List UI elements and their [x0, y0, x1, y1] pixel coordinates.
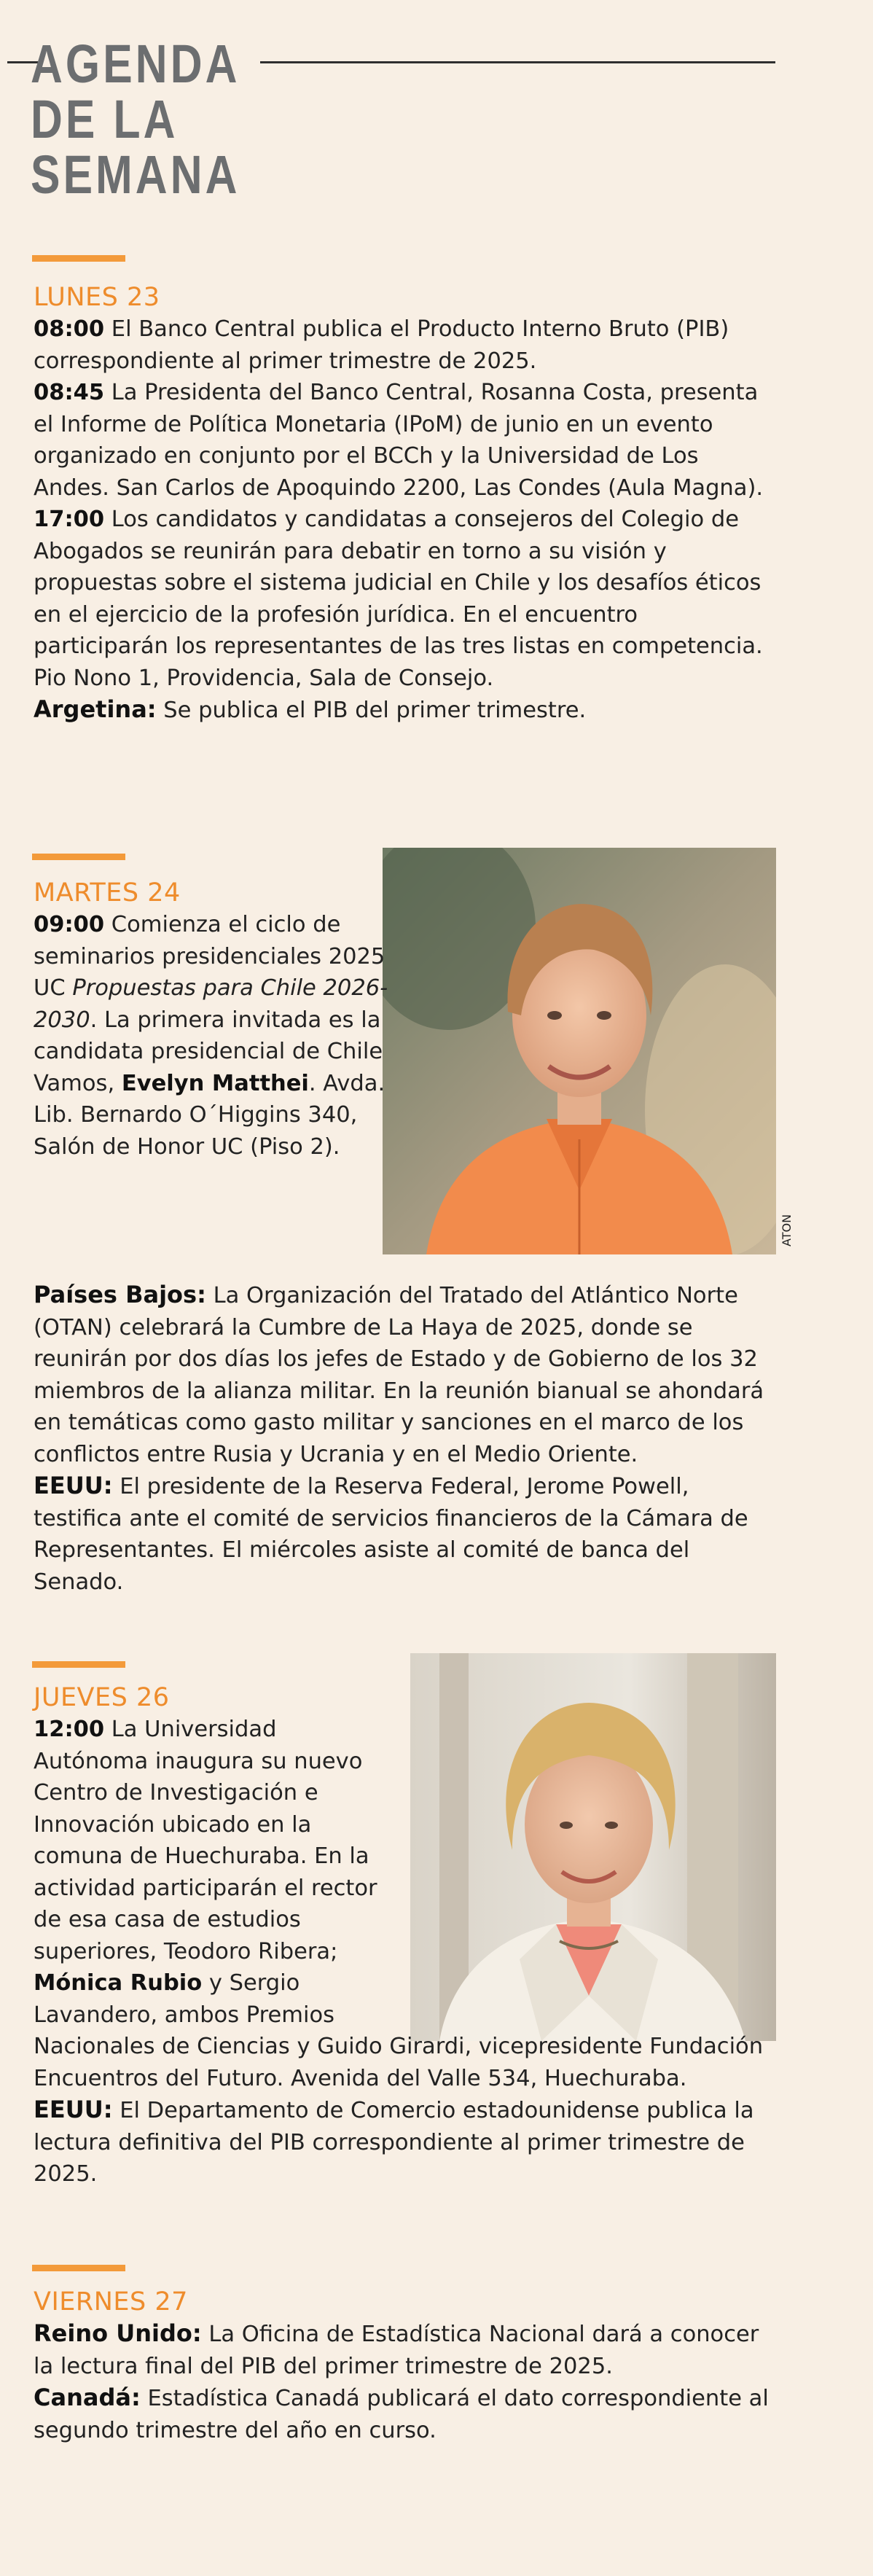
day-section-jueves	[34, 1714, 777, 2190]
event-country: EEUU:	[34, 1472, 113, 1499]
event-jueves-2	[34, 2094, 777, 2190]
day-heading-martes: MARTES 24	[34, 878, 181, 908]
event-martes-2	[34, 1279, 777, 1470]
event-text: Estadística Canadá publicará el dato correspondiente al segundo trimestre del año en curso.	[34, 2386, 769, 2443]
event-country: Reino Unido:	[34, 2319, 202, 2347]
day-section-martes-top	[34, 909, 398, 1163]
day-rule-lunes	[32, 255, 125, 262]
day-section-martes-bottom	[34, 1279, 777, 1598]
event-lunes-3	[34, 504, 777, 694]
page-title	[31, 36, 240, 203]
event-jueves-1	[34, 1714, 777, 2094]
day-rule-martes	[32, 854, 125, 860]
photo-evelyn-matthei	[383, 848, 776, 1254]
portrait-image	[383, 848, 776, 1254]
event-text: . Avda. Lib. Bernardo O´Higgins 340, Salón de Honor UC (Piso 2).	[34, 1070, 385, 1160]
day-rule-jueves	[32, 1661, 125, 1668]
photo-credit: ATON	[780, 1214, 794, 1246]
event-text: y Sergio Lavandero, ambos Premios Nacionales de Ciencias y Guido Girardi, vicepresidente Fundación Encuentros del Futuro. Avenida del Valle 534, Huechuraba.	[34, 1970, 764, 2091]
title-line-3: SEMANA	[31, 144, 240, 205]
photo-spacer	[398, 1714, 777, 2005]
person-name: Mónica Rubio	[34, 1970, 203, 1996]
title-rule-right	[260, 61, 775, 63]
event-country: Canadá:	[34, 2384, 141, 2411]
event-lunes-1	[34, 313, 777, 377]
event-time: 12:00	[34, 1717, 105, 1742]
event-text: El Departamento de Comercio estadounidense publica la lectura definitiva del PIB correspondiente al primer trimestre de 2025.	[34, 2098, 754, 2187]
event-lunes-4	[34, 694, 777, 727]
event-text: La Organización del Tratado del Atlántico Norte (OTAN) celebrará la Cumbre de La Haya de 2025, donde se reunirán por dos días los jefes de Estado y de Gobierno de los 32 miembros de la alianza militar. En la reunión bianual se ahondará en temáticas como gasto militar y sanciones en el marco de los conflictos entre Rusia y Ucrania y en el Medio Oriente.	[34, 1283, 764, 1467]
event-text: La Universidad Autónoma inaugura su nuevo Centro de Investigación e Innovación ubicado en la comuna de Huechuraba. En la actividad participarán el rector de esa casa de estudios superiores, Teodoro Ribera;	[34, 1717, 377, 1964]
event-country: Países Bajos:	[34, 1281, 206, 1308]
day-heading-lunes: LUNES 23	[34, 283, 160, 312]
event-lunes-2	[34, 377, 777, 504]
event-time: 08:00	[34, 316, 105, 342]
event-text: . La primera invitada es la candidata presidencial de Chile Vamos,	[34, 1007, 383, 1096]
event-text: El presidente de la Reserva Federal, Jerome Powell, testifica ante el comité de servicios financieros de la Cámara de Representantes. El miércoles asiste al comité de banca del Senado.	[34, 1474, 748, 1595]
event-time: 17:00	[34, 507, 105, 532]
event-time: 09:00	[34, 912, 105, 937]
event-martes-1	[34, 909, 398, 1163]
event-text: La Oficina de Estadística Nacional dará a conocer la lectura final del PIB del primer trimestre de 2025.	[34, 2322, 759, 2379]
event-text: Los candidatos y candidatas a consejeros del Colegio de Abogados se reunirán para debatir en torno a su visión y propuestas sobre el sistema judicial en Chile y los desafíos éticos en el ejercicio de la profesión jurídica. En el encuentro participarán los representantes de las tres listas en competencia. Pio Nono 1, Providencia, Sala de Consejo.	[34, 507, 763, 691]
event-viernes-2	[34, 2382, 777, 2446]
event-text: Comienza el ciclo de seminarios presidenciales 2025 UC	[34, 912, 385, 1001]
day-heading-jueves: JUEVES 26	[34, 1683, 170, 1712]
event-text: El Banco Central publica el Producto Interno Bruto (PIB) correspondiente al primer trimestre de 2025.	[34, 316, 729, 374]
event-martes-3	[34, 1470, 777, 1598]
day-heading-viernes: VIERNES 27	[34, 2287, 188, 2317]
event-italic: Propuestas para Chile 2026-2030	[34, 975, 388, 1033]
event-viernes-1	[34, 2318, 777, 2382]
event-country: Argetina:	[34, 695, 157, 723]
event-text: La Presidenta del Banco Central, Rosanna Costa, presenta el Informe de Política Monetaria (IPoM) de junio en un evento organizado en conjunto por el BCCh y la Universidad de Los Andes. San Carlos de Apoquindo 2200, Las Condes (Aula Magna).	[34, 380, 764, 501]
title-line-1: AGENDA	[31, 34, 240, 94]
day-section-viernes	[34, 2318, 777, 2446]
person-name: Evelyn Matthei	[121, 1070, 309, 1096]
event-country: EEUU:	[34, 2096, 113, 2123]
event-text: Se publica el PIB del primer trimestre.	[163, 698, 587, 723]
day-section-lunes	[34, 313, 777, 727]
event-time: 08:45	[34, 380, 105, 405]
title-line-2: DE LA	[31, 89, 179, 149]
day-rule-viernes	[32, 2265, 125, 2271]
